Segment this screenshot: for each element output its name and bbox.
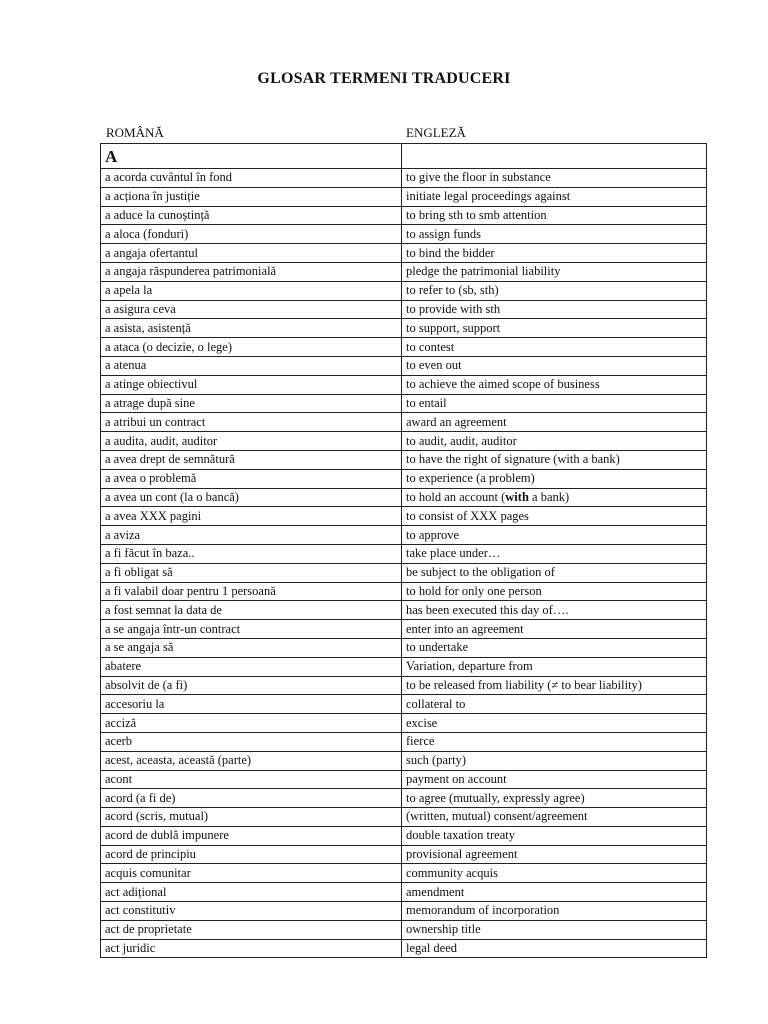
section-letter-row xyxy=(101,144,707,169)
table-row xyxy=(101,413,707,432)
table-row xyxy=(101,582,707,601)
table-row xyxy=(101,526,707,545)
term-english: to experience (a problem) xyxy=(402,469,707,488)
term-english: to support, support xyxy=(402,319,707,338)
term-english: pledge the patrimonial liability xyxy=(402,262,707,281)
term-english-part: a bank) xyxy=(528,489,570,504)
table-row xyxy=(101,826,707,845)
term-romanian: a fi valabil doar pentru 1 persoană xyxy=(101,582,402,601)
term-english: initiate legal proceedings against xyxy=(402,187,707,206)
term-english: to approve xyxy=(402,526,707,545)
table-row xyxy=(101,883,707,902)
table-row xyxy=(101,902,707,921)
table-row xyxy=(101,601,707,620)
term-english: to even out xyxy=(402,356,707,375)
table-row xyxy=(101,206,707,225)
table-row xyxy=(101,375,707,394)
term-romanian: a aviza xyxy=(101,526,402,545)
table-row xyxy=(101,338,707,357)
term-romanian: a fi făcut în baza.. xyxy=(101,544,402,563)
table-row xyxy=(101,488,707,507)
term-romanian: acord (a fi de) xyxy=(101,789,402,808)
table-row xyxy=(101,169,707,188)
term-english: provisional agreement xyxy=(402,845,707,864)
table-row xyxy=(101,845,707,864)
term-english: excise xyxy=(402,714,707,733)
term-romanian: a angaja răspunderea patrimonială xyxy=(101,262,402,281)
term-romanian: acerb xyxy=(101,732,402,751)
term-english: ownership title xyxy=(402,920,707,939)
term-romanian: a avea drept de semnătură xyxy=(101,450,402,469)
term-english: to bring sth to smb attention xyxy=(402,206,707,225)
term-romanian: accesoriu la xyxy=(101,695,402,714)
term-romanian: a atribui un contract xyxy=(101,413,402,432)
term-english: take place under… xyxy=(402,544,707,563)
table-row xyxy=(101,432,707,451)
table-row xyxy=(101,225,707,244)
table-row xyxy=(101,563,707,582)
term-romanian: a fost semnat la data de xyxy=(101,601,402,620)
term-romanian: a fi obligat să xyxy=(101,563,402,582)
term-romanian: a apela la xyxy=(101,281,402,300)
term-english: double taxation treaty xyxy=(402,826,707,845)
term-romanian: a acorda cuvântul în fond xyxy=(101,169,402,188)
table-row xyxy=(101,450,707,469)
glossary-table xyxy=(100,143,707,958)
term-english: to audit, audit, auditor xyxy=(402,432,707,451)
term-english: to undertake xyxy=(402,638,707,657)
term-english: amendment xyxy=(402,883,707,902)
table-row xyxy=(101,770,707,789)
term-romanian: a aduce la cunoștință xyxy=(101,206,402,225)
table-row xyxy=(101,789,707,808)
table-row xyxy=(101,751,707,770)
term-romanian: a avea XXX pagini xyxy=(101,507,402,526)
term-english: collateral to xyxy=(402,695,707,714)
term-romanian: a avea un cont (la o bancă) xyxy=(101,488,402,507)
section-letter-empty-cell xyxy=(402,144,707,169)
term-english-bold-part: with xyxy=(505,489,529,504)
term-romanian: a ataca (o decizie, o lege) xyxy=(101,338,402,357)
table-row xyxy=(101,300,707,319)
term-english: to refer to (sb, sth) xyxy=(402,281,707,300)
column-header-english: ENGLEZĂ xyxy=(406,125,466,140)
term-romanian: a avea o problemă xyxy=(101,469,402,488)
column-header-romanian: ROMÂNĂ xyxy=(106,125,164,140)
term-romanian: a acționa în justiție xyxy=(101,187,402,206)
term-english: to agree (mutually, expressly agree) xyxy=(402,789,707,808)
term-english: community acquis xyxy=(402,864,707,883)
table-row xyxy=(101,638,707,657)
term-romanian: a se angaja să xyxy=(101,638,402,657)
term-romanian: acord de principiu xyxy=(101,845,402,864)
term-romanian: acord de dublă impunere xyxy=(101,826,402,845)
term-romanian: act de proprietate xyxy=(101,920,402,939)
term-english: to have the right of signature (with a bank) xyxy=(402,450,707,469)
term-english: fierce xyxy=(402,732,707,751)
term-english-part: to hold an account ( xyxy=(406,489,506,504)
term-english: to entail xyxy=(402,394,707,413)
table-row xyxy=(101,920,707,939)
term-romanian: act constitutiv xyxy=(101,902,402,921)
table-row xyxy=(101,620,707,639)
table-row xyxy=(101,732,707,751)
term-english: to contest xyxy=(402,338,707,357)
table-row xyxy=(101,187,707,206)
term-english: enter into an agreement xyxy=(402,620,707,639)
term-english: to achieve the aimed scope of business xyxy=(402,375,707,394)
term-romanian: a asigura ceva xyxy=(101,300,402,319)
table-row xyxy=(101,244,707,263)
term-romanian: a aloca (fonduri) xyxy=(101,225,402,244)
table-row xyxy=(101,319,707,338)
table-row xyxy=(101,544,707,563)
term-english: be subject to the obligation of xyxy=(402,563,707,582)
table-row xyxy=(101,469,707,488)
table-row xyxy=(101,281,707,300)
term-romanian: acciză xyxy=(101,714,402,733)
table-row xyxy=(101,864,707,883)
term-english: has been executed this day of…. xyxy=(402,601,707,620)
term-english: legal deed xyxy=(402,939,707,958)
term-romanian: absolvit de (a fi) xyxy=(101,676,402,695)
term-english: Variation, departure from xyxy=(402,657,707,676)
term-romanian: a angaja ofertantul xyxy=(101,244,402,263)
term-romanian: act juridic xyxy=(101,939,402,958)
term-romanian: a audita, audit, auditor xyxy=(101,432,402,451)
term-romanian: acord (scris, mutual) xyxy=(101,808,402,827)
term-english: to hold for only one person xyxy=(402,582,707,601)
table-row xyxy=(101,676,707,695)
term-romanian: a atinge obiectivul xyxy=(101,375,402,394)
term-english: such (party) xyxy=(402,751,707,770)
term-english: payment on account xyxy=(402,770,707,789)
term-english: to provide with sth xyxy=(402,300,707,319)
section-letter: A xyxy=(101,144,402,169)
term-romanian: a se angaja într-un contract xyxy=(101,620,402,639)
term-romanian: a asista, asistență xyxy=(101,319,402,338)
table-row xyxy=(101,394,707,413)
term-romanian: acont xyxy=(101,770,402,789)
term-english xyxy=(402,488,707,507)
table-row xyxy=(101,356,707,375)
term-english: memorandum of incorporation xyxy=(402,902,707,921)
term-english: to be released from liability (≠ to bear liability) xyxy=(402,676,707,695)
term-romanian: a atrage după sine xyxy=(101,394,402,413)
table-row xyxy=(101,695,707,714)
term-english: to consist of XXX pages xyxy=(402,507,707,526)
table-row xyxy=(101,714,707,733)
document-title: GLOSAR TERMENI TRADUCERI xyxy=(257,70,511,87)
term-english: (written, mutual) consent/agreement xyxy=(402,808,707,827)
term-romanian: acquis comunitar xyxy=(101,864,402,883)
table-row xyxy=(101,939,707,958)
term-romanian: act adițional xyxy=(101,883,402,902)
table-row xyxy=(101,507,707,526)
table-row xyxy=(101,262,707,281)
table-row xyxy=(101,657,707,676)
term-romanian: acest, aceasta, această (parte) xyxy=(101,751,402,770)
term-english: to assign funds xyxy=(402,225,707,244)
table-row xyxy=(101,808,707,827)
term-english: to give the floor in substance xyxy=(402,169,707,188)
term-romanian: abatere xyxy=(101,657,402,676)
term-english: to bind the bidder xyxy=(402,244,707,263)
term-romanian: a atenua xyxy=(101,356,402,375)
term-english: award an agreement xyxy=(402,413,707,432)
